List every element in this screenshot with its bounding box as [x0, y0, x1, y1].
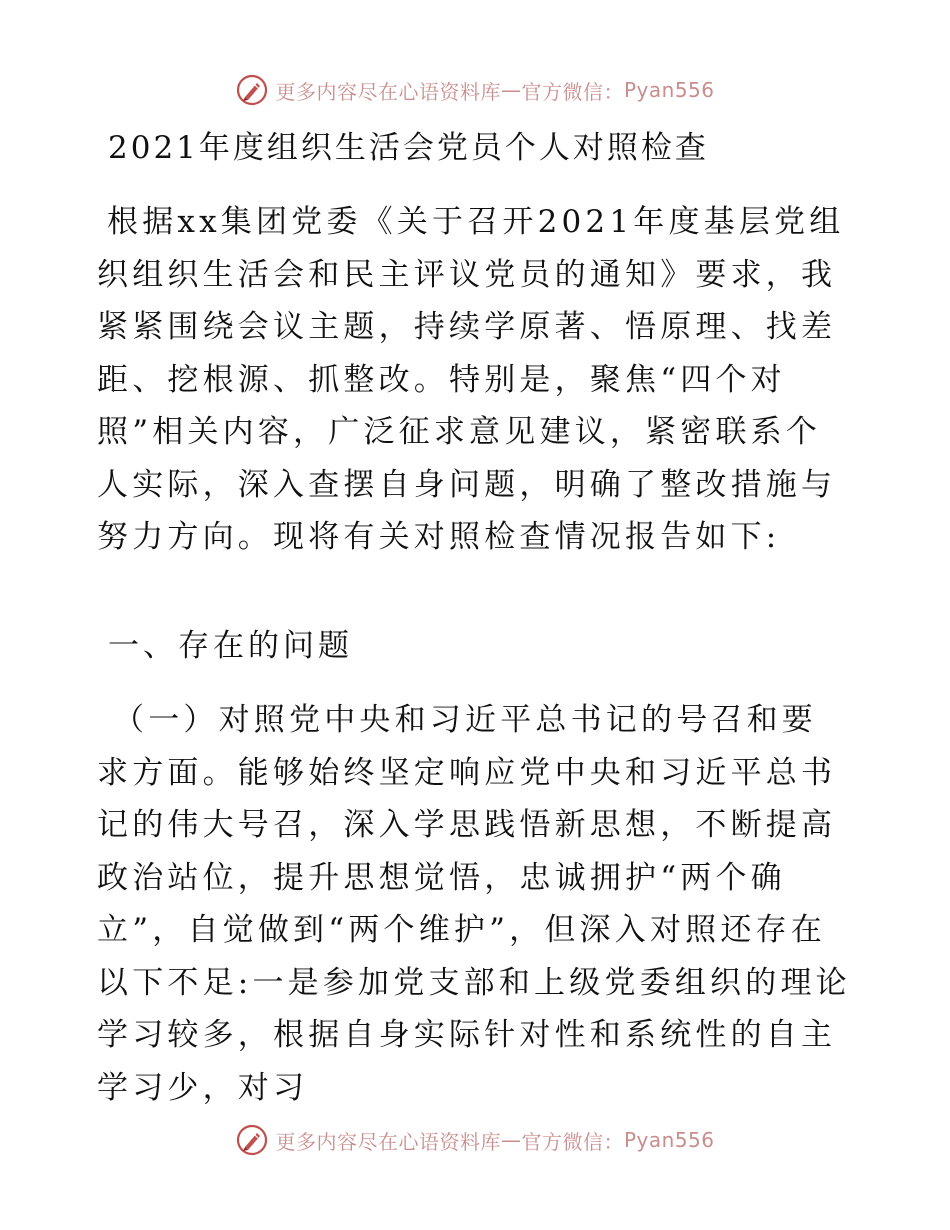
- intro-paragraph: 根据xx集团党委《关于召开2021年度基层党组织组织生活会和民主评议党员的通知》要求，我紧紧围绕会议主题，持续学原著、悟原理、找差距、挖根源、抓整改。特别是，聚焦“四个对照”相关内容，广泛征求意见建议，紧密联系个人实际，深入查摆自身问题，明确了整改措施与努力方向。现将有关对照检查情况报告如下:: [97, 204, 845, 555]
- watermark-text: 更多内容尽在心语资料库: [275, 1129, 501, 1154]
- pen-logo-icon: [235, 1123, 269, 1157]
- watermark-channel: 官方微信：: [521, 1129, 624, 1154]
- watermark-channel: 官方微信：: [521, 79, 624, 104]
- watermark-text: 更多内容尽在心语资料库: [275, 79, 501, 104]
- section-heading: 一、存在的问题: [108, 628, 353, 664]
- watermark-id: Pyan556: [623, 78, 715, 102]
- pen-logo-icon: [235, 73, 269, 107]
- watermark-header: [0, 70, 950, 110]
- document-title: 2021年度组织生活会党员个人对照检查: [108, 130, 709, 166]
- watermark-separator: —: [500, 78, 522, 102]
- watermark-separator: —: [500, 1128, 522, 1152]
- watermark-footer: [0, 1120, 950, 1160]
- watermark-id: Pyan556: [623, 1128, 715, 1152]
- section-paragraph: （一）对照党中央和习近平总书记的号召和要求方面。能够始终坚定响应党中央和习近平总书记的伟大号召，深入学思践悟新思想，不断提高政治站位，提升思想觉悟，忠诚拥护“两个确立”，自觉做到“两个维护”，但深入对照还存在以下不足:一是参加党支部和上级党委组织的理论学习较多，根据自身实际针对性和系统性的自主学习少，对习: [97, 702, 851, 1106]
